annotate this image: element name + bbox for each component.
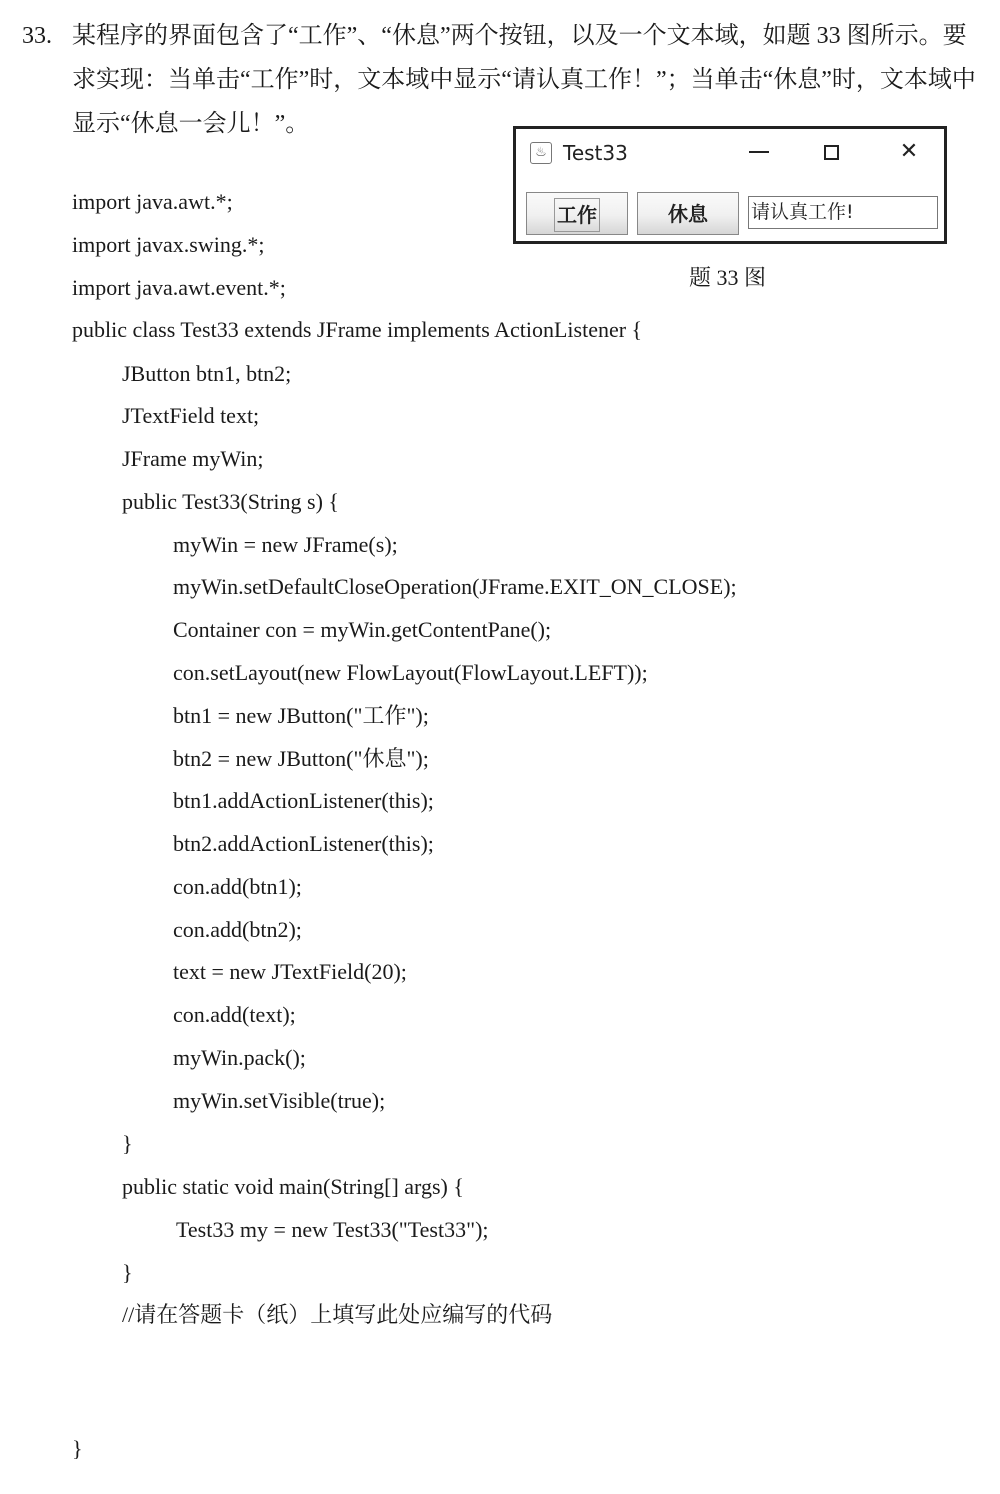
- message-textfield[interactable]: 请认真工作!: [748, 196, 938, 229]
- code-line: import java.awt.event.*;: [72, 275, 286, 300]
- window-titlebar: [516, 129, 944, 181]
- figure-caption: 题 33 图: [689, 265, 767, 290]
- question-number: 33.: [22, 23, 52, 49]
- code-line: import java.awt.*;: [72, 189, 233, 214]
- work-button[interactable]: [526, 192, 628, 235]
- close-button[interactable]: [891, 137, 927, 167]
- minimize-icon: [749, 151, 769, 153]
- code-line: public class Test33 extends JFrame implements ActionListener {: [72, 317, 643, 342]
- window-title: Test33: [563, 141, 628, 165]
- code-line: text = new JTextField(20);: [173, 959, 407, 984]
- code-line: con.add(btn2);: [173, 917, 302, 942]
- code-line: }: [122, 1131, 133, 1156]
- code-line: import javax.swing.*;: [72, 232, 265, 257]
- code-line: btn1.addActionListener(this);: [173, 788, 434, 813]
- code-comment: //请在答题卡（纸）上填写此处应编写的代码: [122, 1302, 553, 1327]
- close-icon: ✕: [899, 139, 919, 164]
- code-line: btn1 = new JButton("工作");: [173, 703, 429, 728]
- code-line: con.add(text);: [173, 1002, 296, 1027]
- code-line: }: [122, 1260, 133, 1285]
- code-line: public static void main(String[] args) {: [122, 1174, 464, 1199]
- code-line: JTextField text;: [122, 403, 260, 428]
- code-line: JButton btn1, btn2;: [122, 361, 292, 386]
- code-line: con.setLayout(new FlowLayout(FlowLayout.LEFT));: [173, 660, 648, 685]
- code-line: btn2 = new JButton("休息");: [173, 746, 429, 771]
- rest-button[interactable]: [637, 192, 739, 235]
- code-line: btn2.addActionListener(this);: [173, 831, 434, 856]
- rest-button-label: 休息: [668, 202, 708, 226]
- code-line: myWin.setDefaultCloseOperation(JFrame.EXIT_ON_CLOSE);: [173, 574, 737, 599]
- maximize-icon: [824, 145, 839, 160]
- question-body: 某程序的界面包含了“工作”、“休息”两个按钮，以及一个文本域，如题 33 图所示。要求实现：当单击“工作”时，文本域中显示“请认真工作！”；当单击“休息”时，文本域中显示“休息一会儿！”。: [72, 23, 976, 137]
- code-line: }: [72, 1436, 83, 1461]
- work-button-label: 工作: [554, 198, 600, 232]
- code-line: myWin = new JFrame(s);: [173, 532, 398, 557]
- maximize-button[interactable]: [813, 137, 849, 167]
- code-line: Container con = myWin.getContentPane();: [173, 617, 552, 642]
- code-line: Test33 my = new Test33("Test33");: [176, 1217, 489, 1242]
- code-line: JFrame myWin;: [122, 446, 264, 471]
- code-line: public Test33(String s) {: [122, 489, 339, 514]
- swing-window-figure: [513, 126, 947, 244]
- minimize-button[interactable]: [741, 137, 777, 167]
- java-app-icon: ♨: [530, 142, 552, 164]
- code-line: con.add(btn1);: [173, 874, 302, 899]
- code-line: myWin.setVisible(true);: [173, 1088, 386, 1113]
- code-line: myWin.pack();: [173, 1045, 306, 1070]
